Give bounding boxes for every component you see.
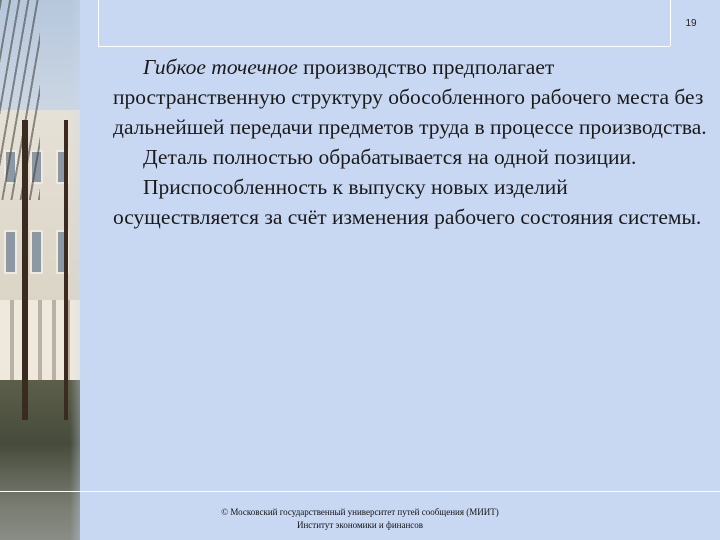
footer (160, 506, 560, 532)
paragraph-1 (113, 52, 713, 142)
divider-left (98, 0, 99, 46)
italic-term: Гибкое точечное (143, 55, 298, 79)
page-number: 19 (685, 18, 697, 29)
photo-fade (0, 0, 100, 540)
paragraph-2: Деталь полностью обрабатывается на одной позиции. (143, 145, 637, 169)
divider-bottom (0, 491, 720, 492)
divider-right (670, 0, 671, 46)
paragraph-1-text: производство предполагает пространственную структуру обособленного рабочего места без дальнейшей передачи предметов труда в процессе производства. (113, 55, 707, 139)
slide-body (113, 52, 713, 232)
footer-copyright: © Московский государственный университет путей сообщения (МИИТ) (221, 507, 499, 517)
paragraph-3: Приспособленность к выпуску новых изделий осуществляется за счёт изменения рабочего состояния системы. (113, 175, 702, 229)
footer-institute: Институт экономики и финансов (296, 520, 424, 530)
divider-top (98, 46, 670, 47)
